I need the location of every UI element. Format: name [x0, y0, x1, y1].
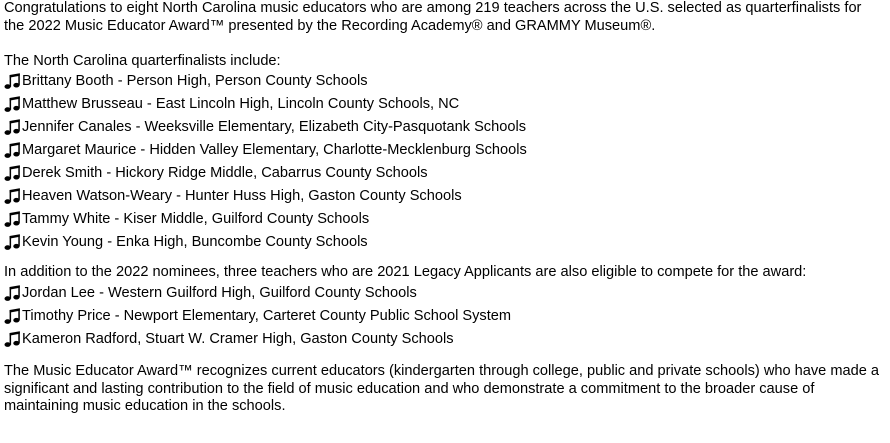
list-item	[4, 208, 884, 231]
list-item	[4, 93, 884, 116]
music-note-icon	[4, 330, 20, 348]
legacy-applicants-heading: In addition to the 2022 nominees, three teachers who are 2021 Legacy Applicants are also eligible to compete for the award:	[4, 263, 807, 280]
intro-paragraph: Congratulations to eight North Carolina music educators who are among 219 teachers across the U.S. selected as quarterfinalists for the 2022 Music Educator Award™ presented by the Recording Academy® and GRAMMY Museum®.	[4, 0, 862, 34]
nc-quarterfinalists-heading: The North Carolina quarterfinalists include:	[4, 52, 281, 69]
music-note-icon	[4, 141, 20, 159]
legacy-applicants-list	[4, 281, 884, 350]
nc-quarterfinalists-list	[4, 70, 884, 254]
list-item-text: Margaret Maurice - Hidden Valley Elementary, Charlotte-Mecklenburg Schools	[22, 142, 527, 158]
list-item-text: Timothy Price - Newport Elementary, Carteret County Public School System	[22, 307, 512, 324]
list-item-text: Matthew Brusseau - East Lincoln High, Lincoln County Schools, NC	[22, 96, 460, 112]
music-note-icon	[4, 210, 20, 228]
music-note-icon	[4, 233, 20, 251]
list-item	[4, 70, 884, 93]
music-note-icon	[4, 118, 20, 136]
list-item-text: Heaven Watson-Weary - Hunter Huss High, Gaston County Schools	[22, 188, 462, 204]
list-item-text: Tammy White - Kiser Middle, Guilford County Schools	[22, 211, 370, 227]
list-item-text: Kameron Radford, Stuart W. Cramer High, Gaston County Schools	[22, 330, 454, 347]
list-item-text: Brittany Booth - Person High, Person County Schools	[22, 73, 368, 89]
list-item	[4, 162, 884, 185]
list-item	[4, 304, 884, 327]
list-item-text: Jordan Lee - Western Guilford High, Guilford County Schools	[22, 284, 417, 301]
music-note-icon	[4, 284, 20, 302]
music-note-icon	[4, 72, 20, 90]
closing-paragraph: The Music Educator Award™ recognizes current educators (kindergarten through college, public and private schools) who have made a significant and lasting contribution to the field of music education and who demonstrate a commitment to the broader cause of maintaining music education in the schools.	[4, 363, 880, 414]
list-item	[4, 281, 884, 304]
list-item-text: Kevin Young - Enka High, Buncombe County Schools	[22, 234, 368, 250]
music-note-icon	[4, 307, 20, 325]
music-note-icon	[4, 164, 20, 182]
list-item-text: Derek Smith - Hickory Ridge Middle, Cabarrus County Schools	[22, 165, 428, 181]
list-item	[4, 116, 884, 139]
list-item	[4, 185, 884, 208]
list-item	[4, 231, 884, 254]
music-note-icon	[4, 95, 20, 113]
music-note-icon	[4, 187, 20, 205]
list-item	[4, 139, 884, 162]
list-item	[4, 327, 884, 350]
list-item-text: Jennifer Canales - Weeksville Elementary, Elizabeth City-Pasquotank Schools	[22, 119, 526, 135]
